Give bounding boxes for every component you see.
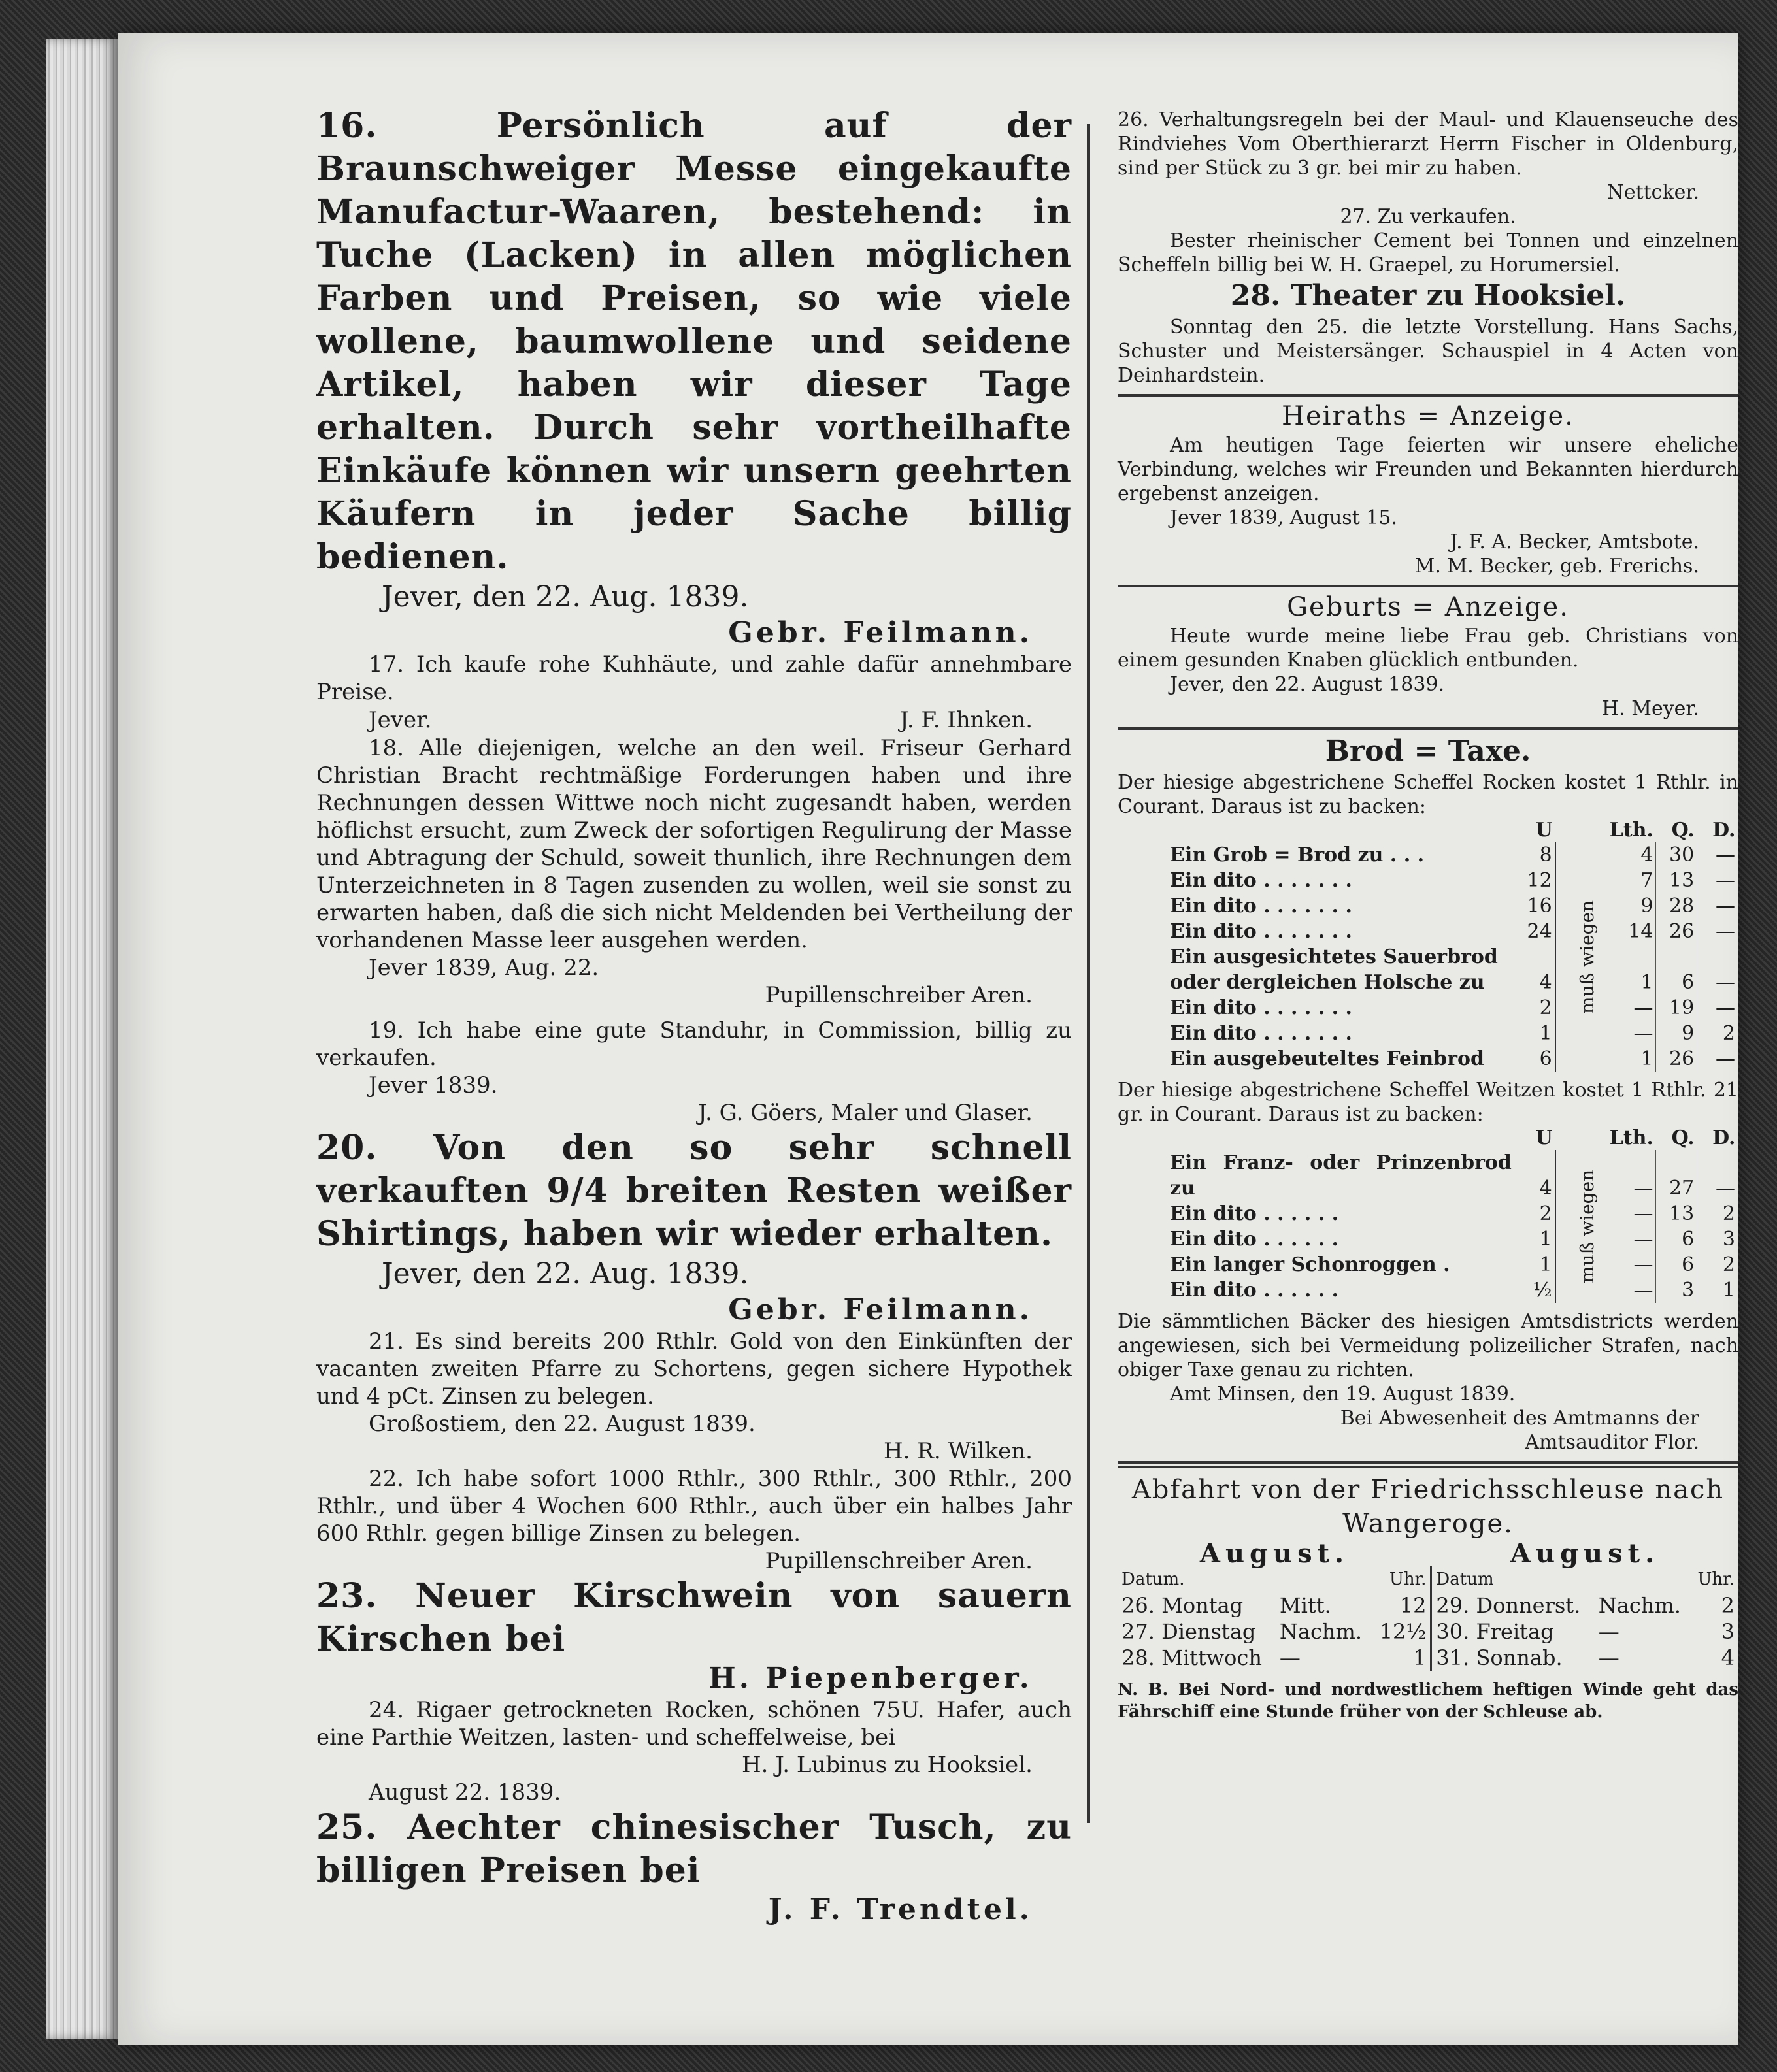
bread-name: Ein dito . . . . . . .	[1170, 996, 1352, 1019]
departure-date: 31. Sonnab.	[1436, 1645, 1563, 1670]
departure-row	[1118, 1592, 1738, 1619]
bread-weight-loth: 9	[1603, 893, 1656, 919]
ad-28	[1118, 277, 1738, 387]
ad-23-signature: H. Piepenberger.	[708, 1662, 1033, 1695]
bread-tax-place: Amt Minsen, den 19. August 1839.	[1170, 1383, 1516, 1406]
departure-date: 26. Montag	[1121, 1593, 1244, 1618]
bread-weight-pound: 4	[1514, 1150, 1555, 1201]
birth-notice	[1118, 590, 1738, 721]
ad-16-text: 16. Persönlich auf der Braunschweiger Messe eingekaufte Manufactur-Waaren, bestehend: in Tuche (Lacken) in allen möglichen Farben und Preisen, so wie viele wollene, baumwollene und seidene Artikel, haben wir dieser Tage erhalten. Durch sehr vortheilhafte Einkäufe können wir unsern geehrten Käufern in jeder Sache billig bedienen.	[316, 106, 1072, 577]
rule	[1118, 585, 1738, 587]
wheat-intro: Der hiesige abgestrichene Scheffel Weitzen kostet 1 Rthlr. 21 gr. in Courant. Daraus ist zu backen:	[1118, 1079, 1738, 1126]
bread-weight-quentin: 13	[1656, 1201, 1697, 1226]
ad-24-text: 24. Rigaer getrockneten Rocken, schönen 75U. Hafer, auch eine Parthie Weitzen, lasten- und scheffelweise, bei	[316, 1697, 1072, 1751]
bread-name: Ein langer Schonroggen .	[1170, 1253, 1450, 1276]
wheat-table-header	[1118, 1126, 1738, 1150]
bread-weight-quentin	[1656, 944, 1697, 970]
bread-row	[1118, 1226, 1738, 1252]
ad-22-signature: Pupillenschreiber Aren.	[765, 1548, 1033, 1574]
ad-26-signature: Nettcker.	[1606, 181, 1699, 204]
bread-name: Ein dito . . . . . .	[1170, 1202, 1339, 1225]
departure-rows	[1118, 1592, 1738, 1671]
bread-weight-ort: 2	[1697, 1252, 1738, 1277]
bread-weight-loth: —	[1603, 1021, 1656, 1046]
must-weigh-bracket: muß wiegen	[1576, 900, 1598, 1014]
departure-hour: 1	[1372, 1645, 1431, 1671]
bread-name: Ein Grob = Brod zu . . .	[1170, 844, 1425, 866]
ad-25-signature: J. F. Trendtel.	[768, 1893, 1033, 1926]
rye-table	[1118, 819, 1738, 1072]
bread-tax-signature-2: Amtsauditor Flor.	[1525, 1431, 1699, 1454]
ad-20-text: 20. Von den so sehr schnell verkauften 9/4 breiten Resten weißer Shirtings, haben wir wieder erhalten.	[316, 1128, 1072, 1254]
bread-weight-pound: 6	[1514, 1046, 1555, 1072]
marriage-signature-2: M. M. Becker, geb. Frerichs.	[1414, 555, 1699, 578]
bread-weight-loth: —	[1603, 1226, 1656, 1252]
bread-name: Ein Franz- oder Prinzenbrod zu	[1170, 1151, 1512, 1200]
bread-weight-quentin: 6	[1656, 1252, 1697, 1277]
departure-hour: 12½	[1372, 1619, 1431, 1645]
left-column	[316, 105, 1072, 1928]
bread-weight-loth: —	[1603, 1150, 1656, 1201]
bread-weight-quentin: 6	[1656, 1226, 1697, 1252]
bread-weight-ort: —	[1697, 893, 1738, 919]
rye-intro: Der hiesige abgestrichene Scheffel Rocken kostet 1 Rthlr. in Courant. Daraus ist zu backen:	[1118, 771, 1738, 818]
bread-weight-ort: 2	[1697, 1021, 1738, 1046]
bread-name: Ein dito . . . . . .	[1170, 1279, 1339, 1302]
bread-weight-loth: 1	[1603, 970, 1656, 995]
ad-27-heading: 27. Zu verkaufen.	[1340, 205, 1516, 228]
bread-name: Ein dito . . . . . . .	[1170, 1022, 1352, 1045]
col-head-pound: U	[1535, 1126, 1553, 1149]
bread-weight-loth: 14	[1603, 919, 1656, 944]
bread-weight-loth: 7	[1603, 868, 1656, 893]
month-right: August.	[1510, 1538, 1659, 1569]
marriage-title: Heiraths = Anzeige.	[1282, 401, 1574, 431]
ad-25-text: 25. Aechter chinesischer Tusch, zu billigen Preisen bei	[316, 1807, 1072, 1890]
departure-time-of-day: Nachm.	[1598, 1593, 1681, 1618]
departure-time-of-day: —	[1598, 1645, 1619, 1670]
bread-weight-pound: 16	[1514, 893, 1555, 919]
bread-weight-ort: —	[1697, 868, 1738, 893]
bread-row	[1118, 893, 1738, 919]
bread-weight-ort: —	[1697, 919, 1738, 944]
bread-weight-quentin: 3	[1656, 1277, 1697, 1303]
bread-weight-loth: 4	[1603, 842, 1656, 868]
bread-row	[1118, 944, 1738, 970]
ad-26	[1118, 108, 1738, 205]
marriage-notice	[1118, 399, 1738, 578]
bread-weight-pound: 2	[1514, 995, 1555, 1021]
bread-tax-title: Brod = Taxe.	[1325, 734, 1531, 768]
bread-row	[1118, 1150, 1738, 1201]
bread-weight-ort: —	[1697, 842, 1738, 868]
bread-row	[1118, 868, 1738, 893]
ad-20-signature: Gebr. Feilmann.	[728, 1293, 1033, 1326]
bread-weight-ort	[1697, 944, 1738, 970]
departure-title-2: Wangeroge.	[1342, 1509, 1514, 1539]
bread-name: Ein dito . . . . . . .	[1170, 895, 1352, 917]
birth-place: Jever, den 22. August 1839.	[1170, 673, 1445, 696]
ad-22	[316, 1465, 1072, 1575]
bread-name: Ein dito . . . . . .	[1170, 1228, 1339, 1251]
departure-time-of-day: —	[1279, 1645, 1301, 1670]
col-head-loth: Lth.	[1609, 819, 1653, 842]
bread-weight-ort: —	[1697, 1150, 1738, 1201]
marriage-place: Jever 1839, August 15.	[1170, 506, 1397, 529]
bread-weight-pound: 4	[1514, 970, 1555, 995]
bread-row	[1118, 1046, 1738, 1072]
rule	[1118, 1461, 1738, 1464]
bread-weight-ort: 1	[1697, 1277, 1738, 1303]
rule	[1118, 394, 1738, 397]
bread-weight-pound	[1514, 944, 1555, 970]
bread-weight-loth: —	[1603, 1277, 1656, 1303]
head-uhr-2: Uhr.	[1697, 1570, 1735, 1589]
col-head-pound: U	[1535, 819, 1553, 842]
bread-weight-loth: —	[1603, 1201, 1656, 1226]
ad-17	[316, 651, 1072, 734]
bread-weight-ort: —	[1697, 970, 1738, 995]
rye-rows	[1118, 842, 1738, 1072]
col-head-quentin: Q.	[1671, 819, 1695, 842]
bread-weight-loth: —	[1603, 1252, 1656, 1277]
ad-19-place: Jever 1839.	[369, 1072, 498, 1098]
birth-title: Geburts = Anzeige.	[1287, 592, 1569, 622]
must-weigh-bracket: muß wiegen	[1576, 1169, 1598, 1284]
ad-19-signature: J. G. Göers, Maler und Glaser.	[698, 1100, 1033, 1126]
bread-weight-quentin: 26	[1656, 1046, 1697, 1072]
bread-row	[1118, 995, 1738, 1021]
ad-17-text: 17. Ich kaufe rohe Kuhhäute, und zahle dafür annehmbare Preise.	[316, 651, 1072, 705]
birth-signature: H. Meyer.	[1602, 697, 1699, 720]
bread-row	[1118, 919, 1738, 944]
col-head-ort: D.	[1712, 819, 1736, 842]
head-datum-2: Datum	[1436, 1570, 1494, 1589]
departure-time-of-day: Mitt.	[1279, 1593, 1331, 1618]
ad-20	[316, 1126, 1072, 1328]
ad-17-footer	[316, 706, 1072, 734]
departure-table	[1118, 1538, 1738, 1671]
bread-name: oder dergleichen Holsche zu	[1170, 971, 1485, 994]
bread-weight-ort: —	[1697, 995, 1738, 1021]
bread-weight-quentin: 19	[1656, 995, 1697, 1021]
bread-weight-loth	[1603, 944, 1656, 970]
bread-weight-ort: —	[1697, 1046, 1738, 1072]
wheat-table	[1118, 1126, 1738, 1303]
departure-hour: 4	[1721, 1645, 1735, 1670]
departure-note: N. B. Bei Nord- und nordwestlichem heftigen Winde geht das Fährschiff eine Stunde früher von der Schleuse ab.	[1118, 1680, 1738, 1722]
col-head-ort: D.	[1712, 1126, 1736, 1149]
ad-16-place: Jever, den 22. Aug. 1839.	[382, 580, 749, 614]
ad-17-signature: J. F. Ihnken.	[899, 707, 1033, 733]
bread-weight-quentin: 9	[1656, 1021, 1697, 1046]
ad-27-text: Bester rheinischer Cement bei Tonnen und einzelnen Scheffeln billig bei W. H. Graepel, zu Horumersiel.	[1118, 229, 1738, 276]
bread-name: Ein ausgesichtetes Sauerbrod	[1170, 946, 1498, 968]
departure-row	[1118, 1645, 1738, 1671]
bread-weight-quentin: 28	[1656, 893, 1697, 919]
departure-time-of-day: Nachm.	[1279, 1619, 1363, 1644]
bread-row	[1118, 842, 1738, 868]
bread-weight-quentin: 30	[1656, 842, 1697, 868]
ad-18-signature: Pupillenschreiber Aren.	[765, 982, 1033, 1008]
rule	[1118, 727, 1738, 730]
ad-22-text: 22. Ich habe sofort 1000 Rthlr., 300 Rthlr., 300 Rthlr., 200 Rthlr., und über 4 Wochen 600 Rthlr., auch über ein halbes Jahr 600 Rthlr. gegen billige Zinsen zu belegen.	[316, 1466, 1072, 1547]
ad-18-place: Jever 1839, Aug. 22.	[369, 955, 599, 981]
bread-tax	[1118, 732, 1738, 1455]
marriage-text: Am heutigen Tage feierten wir unsere eheliche Verbindung, welches wir Freunden und Bekannten hierdurch ergebenst anzeigen.	[1118, 434, 1738, 505]
head-datum: Datum.	[1121, 1570, 1185, 1589]
bread-weight-pound: 24	[1514, 919, 1555, 944]
ad-19	[316, 1017, 1072, 1126]
bread-row	[1118, 970, 1738, 995]
departure-time-of-day: —	[1598, 1619, 1619, 1644]
birth-text: Heute wurde meine liebe Frau geb. Christians von einem gesunden Knaben glücklich entbunden.	[1118, 625, 1738, 672]
bread-weight-ort: 2	[1697, 1201, 1738, 1226]
ad-28-text: Sonntag den 25. die letzte Vorstellung. Hans Sachs, Schuster und Meistersänger. Schauspiel in 4 Acten von Deinhardstein.	[1118, 316, 1738, 387]
ad-21-place: Großostiem, den 22. August 1839.	[369, 1411, 756, 1437]
bread-weight-loth: 1	[1603, 1046, 1656, 1072]
ad-25	[316, 1806, 1072, 1928]
bread-tax-signature-1: Bei Abwesenheit des Amtmanns der	[1340, 1407, 1699, 1430]
ad-21	[316, 1328, 1072, 1465]
bread-weight-pound: 1	[1514, 1252, 1555, 1277]
departure-hour: 3	[1721, 1619, 1735, 1644]
bread-weight-pound: 2	[1514, 1201, 1555, 1226]
bread-weight-pound: 8	[1514, 842, 1555, 868]
departure-hour: 2	[1721, 1593, 1735, 1618]
ad-19-text: 19. Ich habe eine gute Standuhr, in Commission, billig zu verkaufen.	[316, 1017, 1072, 1071]
wheat-rows	[1118, 1150, 1738, 1303]
departure-schedule	[1118, 1473, 1738, 1723]
page-gutter	[46, 39, 118, 2039]
departure-row	[1118, 1619, 1738, 1645]
ad-26-text: 26. Verhaltungsregeln bei der Maul- und Klauenseuche des Rindviehes Vom Oberthierarzt Herrn Fischer in Oldenburg, sind per Stück zu 3 gr. bei mir zu haben.	[1118, 108, 1738, 180]
rye-table-header	[1118, 819, 1738, 842]
bread-weight-quentin: 26	[1656, 919, 1697, 944]
departure-hour: 12	[1372, 1592, 1431, 1619]
bread-weight-pound: 1	[1514, 1226, 1555, 1252]
bread-row	[1118, 1201, 1738, 1226]
ad-27	[1118, 205, 1738, 277]
ad-18-text: 18. Alle diejenigen, welche an den weil. Friseur Gerhard Christian Bracht rechtmäßige Forderungen haben und ihre Rechnungen dessen Wittwe noch nicht zugesandt haben, werden höflichst ersucht, zum Zweck der sofortigen Regulirung der Masse und Abtragung der Schuld, soweit thunlich, ihre Rechnungen dem Unterzeichneten in 8 Tagen zusenden zu wollen, weil sie sonst zu erwarten haben, daß die sich nicht Meldenden bei Vertheilung der vorhandenen Masse leer ausgehen werden.	[316, 735, 1072, 953]
bread-weight-ort: 3	[1697, 1226, 1738, 1252]
ad-16	[316, 105, 1072, 651]
ad-16-signature: Gebr. Feilmann.	[728, 616, 1033, 650]
bread-weight-pound: 1	[1514, 1021, 1555, 1046]
bread-weight-quentin: 27	[1656, 1150, 1697, 1201]
ad-17-place: Jever.	[369, 707, 432, 733]
marriage-signature-1: J. F. A. Becker, Amtsbote.	[1450, 531, 1699, 553]
departure-date: 27. Dienstag	[1121, 1619, 1256, 1644]
ad-21-signature: H. R. Wilken.	[883, 1438, 1033, 1464]
bread-row	[1118, 1277, 1738, 1303]
ad-20-place: Jever, den 22. Aug. 1839.	[382, 1257, 749, 1291]
bread-tax-footer: Die sämmtlichen Bäcker des hiesigen Amtsdistricts werden angewiesen, sich bei Vermeidung polizeilicher Strafen, nach obiger Taxe genau zu richten.	[1118, 1310, 1738, 1381]
bread-name: Ein dito . . . . . . .	[1170, 869, 1352, 892]
ad-23	[316, 1575, 1072, 1696]
head-uhr: Uhr.	[1372, 1566, 1431, 1592]
bread-name: Ein ausgebeuteltes Feinbrod	[1170, 1047, 1484, 1070]
ad-21-text: 21. Es sind bereits 200 Rthlr. Gold von den Einkünften der vacanten zweiten Pfarre zu Schortens, gegen sichere Hypothek und 4 pCt. Zinsen zu belegen.	[316, 1328, 1072, 1409]
bread-weight-pound: 12	[1514, 868, 1555, 893]
bread-weight-pound: ½	[1514, 1277, 1555, 1303]
bread-weight-loth: —	[1603, 995, 1656, 1021]
departure-date: 28. Mittwoch	[1121, 1645, 1262, 1670]
column-divider	[1087, 124, 1090, 1823]
ad-24	[316, 1696, 1072, 1806]
departure-date: 29. Donnerst.	[1436, 1593, 1581, 1618]
bread-name: Ein dito . . . . . . .	[1170, 920, 1352, 943]
bread-weight-quentin: 6	[1656, 970, 1697, 995]
col-head-quentin: Q.	[1671, 1126, 1695, 1149]
ad-28-heading: 28. Theater zu Hooksiel.	[1230, 279, 1626, 312]
rule	[1118, 1466, 1738, 1468]
departure-date: 30. Freitag	[1436, 1619, 1554, 1644]
ad-24-signature: H. J. Lubinus zu Hooksiel.	[742, 1752, 1033, 1778]
month-left: August.	[1199, 1538, 1349, 1569]
bread-row	[1118, 1252, 1738, 1277]
right-column	[1118, 108, 1738, 1723]
bread-row	[1118, 1021, 1738, 1046]
ad-24-place: August 22. 1839.	[369, 1779, 561, 1805]
ad-23-text: 23. Neuer Kirschwein von sauern Kirschen bei	[316, 1576, 1072, 1659]
bread-weight-quentin: 13	[1656, 868, 1697, 893]
col-head-loth: Lth.	[1609, 1126, 1653, 1149]
departure-title: Abfahrt von der Friedrichsschleuse nach	[1131, 1475, 1725, 1505]
ad-18	[316, 734, 1072, 1009]
